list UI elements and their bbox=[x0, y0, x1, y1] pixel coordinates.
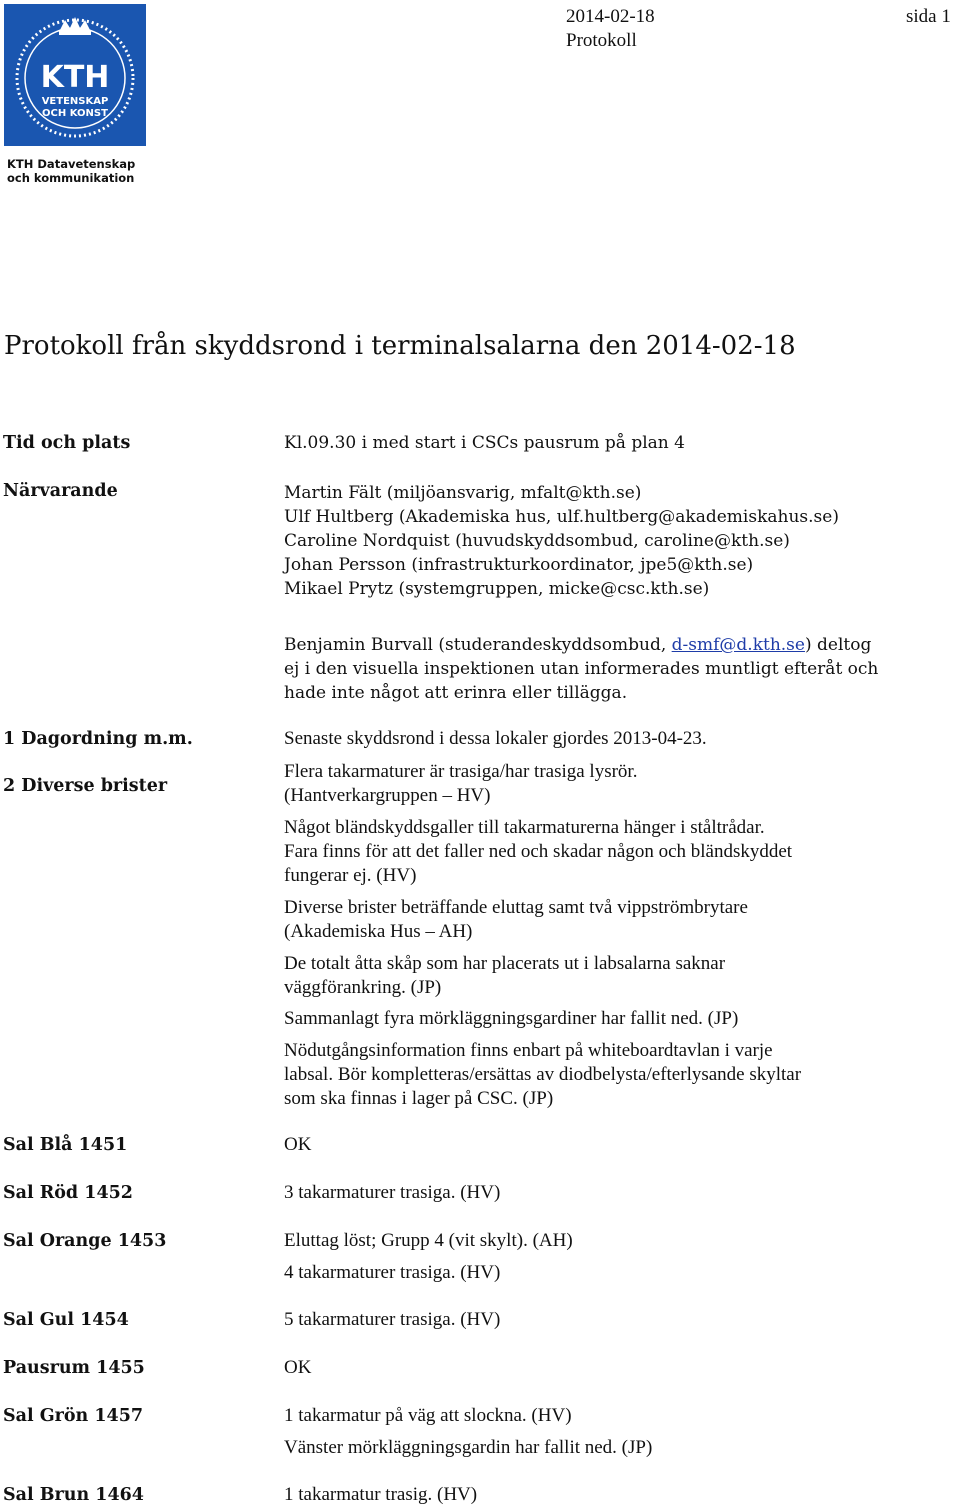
room-name: Sal Röd 1452 bbox=[3, 1183, 133, 1203]
present-label: Närvarande bbox=[3, 481, 118, 501]
attendee: Martin Fält (miljöansvarig, mfalt@kth.se) bbox=[284, 483, 642, 503]
issue-item: Något bländskyddsgaller till takarmaturerna hänger i ståltrådar. Fara finns för att det faller ned och skadar någon och bländskyddet fungerar ej. (HV) bbox=[284, 817, 793, 886]
svg-text:VETENSKAP: VETENSKAP bbox=[41, 96, 109, 107]
document-title: Protokoll från skyddsrond i terminalsalarna den 2014-02-18 bbox=[4, 331, 796, 361]
agenda-label: 1 Dagordning m.m. bbox=[3, 729, 193, 749]
room-name: Sal Orange 1453 bbox=[3, 1231, 167, 1251]
attendee: Mikael Prytz (systemgruppen, micke@csc.kth.se) bbox=[284, 579, 710, 599]
issue-item: Diverse brister beträffande eluttag samt två vippströmbrytare (Akademiska Hus – AH) bbox=[284, 897, 748, 942]
room-note: 1 takarmatur trasig. (HV) bbox=[284, 1484, 478, 1505]
kth-logo bbox=[4, 4, 146, 146]
room-name: Sal Brun 1464 bbox=[3, 1485, 144, 1505]
room-name: Sal Gul 1454 bbox=[3, 1310, 129, 1330]
page-number: sida 1 bbox=[906, 6, 951, 27]
header-date: 2014-02-18 bbox=[566, 6, 655, 27]
header-doc-type: Protokoll bbox=[566, 30, 637, 51]
room-note: 3 takarmaturer trasiga. (HV) bbox=[284, 1182, 501, 1203]
present-list bbox=[284, 481, 839, 601]
room-name: Sal Blå 1451 bbox=[3, 1135, 128, 1155]
room-note: 1 takarmatur på väg att slockna. (HV) bbox=[284, 1405, 572, 1426]
attendee: Caroline Nordquist (huvudskyddsombud, caroline@kth.se) bbox=[284, 531, 790, 551]
attendee: Ulf Hultberg (Akademiska hus, ulf.hultberg@akademiskahus.se) bbox=[284, 507, 839, 527]
issue-item: Flera takarmaturer är trasiga/har trasiga lysrör. (Hantverkargruppen – HV) bbox=[284, 761, 638, 806]
room-note: 4 takarmaturer trasiga. (HV) bbox=[284, 1262, 501, 1283]
logo-mark: KTH bbox=[40, 60, 110, 95]
svg-text:OCH KONST: OCH KONST bbox=[42, 108, 108, 119]
room-name: Pausrum 1455 bbox=[3, 1358, 145, 1378]
attendee: Johan Persson (infrastrukturkoordinator, jpe5@kth.se) bbox=[284, 555, 754, 575]
room-note: OK bbox=[284, 1357, 312, 1378]
issue-item: Nödutgångsinformation finns enbart på whiteboardtavlan i varje labsal. Bör kompletteras/ersättas av diodbelysta/efterlysande skyltar som ska finnas i lager på CSC. (JP) bbox=[284, 1040, 802, 1109]
issue-item: De totalt åtta skåp som har placerats ut i labsalarna saknar väggförankring. (JP) bbox=[284, 953, 726, 998]
agenda-text: Senaste skyddsrond i dessa lokaler gjordes 2013-04-23. bbox=[284, 728, 707, 749]
time-place-text: Kl.09.30 i med start i CSCs pausrum på plan 4 bbox=[284, 433, 685, 453]
room-note: OK bbox=[284, 1134, 312, 1155]
email-link[interactable]: d-smf@d.kth.se bbox=[671, 635, 805, 655]
room-note: Eluttag löst; Grupp 4 (vit skylt). (AH) bbox=[284, 1230, 573, 1251]
room-note: Vänster mörkläggningsgardin har fallit ned. (JP) bbox=[284, 1437, 653, 1458]
room-note: 5 takarmaturer trasiga. (HV) bbox=[284, 1309, 501, 1330]
issue-item: Sammanlagt fyra mörkläggningsgardiner har fallit ned. (JP) bbox=[284, 1008, 739, 1029]
absent-note: Benjamin Burvall (studerandeskyddsombud, d-smf@d.kth.se) deltog ej i den visuella inspektionen utan informerades muntligt efteråt och hade inte något att erinra eller tillägga. bbox=[284, 635, 879, 703]
issues-label: 2 Diverse brister bbox=[3, 776, 168, 796]
room-name: Sal Grön 1457 bbox=[3, 1406, 144, 1426]
department-name: KTH Datavetenskap och kommunikation bbox=[7, 157, 136, 185]
time-place-label: Tid och plats bbox=[3, 433, 131, 453]
kth-seal-icon bbox=[4, 4, 146, 146]
